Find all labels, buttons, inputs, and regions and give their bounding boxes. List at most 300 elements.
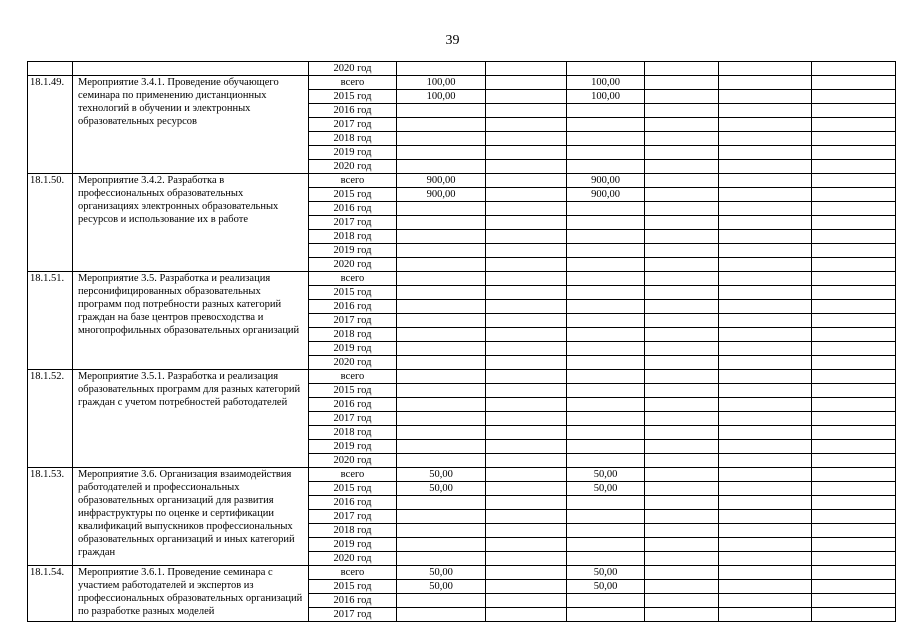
value-cell xyxy=(567,300,645,314)
value-cell: 900,00 xyxy=(567,188,645,202)
year-cell: 2017 год xyxy=(309,216,397,230)
value-cell xyxy=(719,594,812,608)
value-cell: 50,00 xyxy=(397,566,486,580)
year-cell: 2016 год xyxy=(309,104,397,118)
value-cell xyxy=(812,426,896,440)
value-cell xyxy=(812,286,896,300)
value-cell xyxy=(486,314,567,328)
year-cell: 2019 год xyxy=(309,244,397,258)
table-row xyxy=(28,468,896,482)
value-cell xyxy=(645,370,719,384)
value-cell xyxy=(719,146,812,160)
value-cell xyxy=(397,426,486,440)
value-cell xyxy=(719,62,812,76)
value-cell xyxy=(397,552,486,566)
value-cell xyxy=(567,370,645,384)
value-cell xyxy=(719,286,812,300)
year-cell: 2016 год xyxy=(309,398,397,412)
value-cell xyxy=(812,174,896,188)
value-cell xyxy=(719,104,812,118)
value-cell xyxy=(645,594,719,608)
value-cell xyxy=(397,286,486,300)
year-cell: 2016 год xyxy=(309,202,397,216)
value-cell xyxy=(397,314,486,328)
value-cell xyxy=(567,356,645,370)
value-cell xyxy=(567,328,645,342)
value-cell xyxy=(812,146,896,160)
year-cell: 2018 год xyxy=(309,230,397,244)
year-cell: 2015 год xyxy=(309,286,397,300)
value-cell xyxy=(812,496,896,510)
year-cell: 2019 год xyxy=(309,440,397,454)
year-cell: всего xyxy=(309,272,397,286)
value-cell xyxy=(719,328,812,342)
value-cell xyxy=(645,230,719,244)
value-cell xyxy=(812,510,896,524)
value-cell xyxy=(486,146,567,160)
value-cell xyxy=(812,314,896,328)
year-cell: 2019 год xyxy=(309,538,397,552)
year-cell: 2019 год xyxy=(309,146,397,160)
value-cell xyxy=(812,230,896,244)
table-row xyxy=(28,272,896,286)
value-cell xyxy=(719,524,812,538)
value-cell xyxy=(719,244,812,258)
value-cell xyxy=(397,132,486,146)
value-cell xyxy=(719,426,812,440)
value-cell xyxy=(719,552,812,566)
year-cell: 2017 год xyxy=(309,608,397,622)
value-cell xyxy=(397,608,486,622)
value-cell xyxy=(486,328,567,342)
value-cell xyxy=(486,580,567,594)
value-cell: 50,00 xyxy=(567,468,645,482)
value-cell xyxy=(397,524,486,538)
value-cell xyxy=(567,62,645,76)
value-cell xyxy=(645,314,719,328)
value-cell xyxy=(397,104,486,118)
value-cell xyxy=(719,174,812,188)
value-cell xyxy=(645,440,719,454)
value-cell xyxy=(719,272,812,286)
value-cell xyxy=(645,104,719,118)
value-cell xyxy=(719,468,812,482)
value-cell xyxy=(645,272,719,286)
value-cell: 900,00 xyxy=(567,174,645,188)
value-cell xyxy=(486,426,567,440)
value-cell xyxy=(397,342,486,356)
value-cell xyxy=(567,146,645,160)
page-number: 39 xyxy=(445,33,460,48)
year-cell: 2016 год xyxy=(309,496,397,510)
value-cell xyxy=(812,328,896,342)
value-cell xyxy=(812,272,896,286)
value-cell xyxy=(486,174,567,188)
value-cell xyxy=(812,342,896,356)
value-cell xyxy=(645,566,719,580)
value-cell xyxy=(397,146,486,160)
year-cell: всего xyxy=(309,76,397,90)
value-cell xyxy=(397,356,486,370)
value-cell xyxy=(812,412,896,426)
value-cell xyxy=(486,468,567,482)
value-cell xyxy=(486,118,567,132)
value-cell xyxy=(645,356,719,370)
year-cell: 2020 год xyxy=(309,356,397,370)
value-cell xyxy=(486,594,567,608)
value-cell xyxy=(719,482,812,496)
value-cell xyxy=(719,454,812,468)
value-cell xyxy=(812,258,896,272)
year-cell: 2015 год xyxy=(309,188,397,202)
value-cell xyxy=(812,594,896,608)
value-cell xyxy=(645,244,719,258)
value-cell xyxy=(567,258,645,272)
value-cell xyxy=(719,370,812,384)
table-row xyxy=(28,370,896,384)
value-cell xyxy=(397,496,486,510)
value-cell xyxy=(486,258,567,272)
value-cell xyxy=(486,398,567,412)
value-cell xyxy=(645,538,719,552)
value-cell xyxy=(645,258,719,272)
value-cell xyxy=(812,300,896,314)
value-cell xyxy=(645,454,719,468)
value-cell xyxy=(645,384,719,398)
value-cell xyxy=(397,202,486,216)
value-cell xyxy=(567,160,645,174)
value-cell xyxy=(567,454,645,468)
value-cell xyxy=(719,90,812,104)
value-cell xyxy=(397,244,486,258)
value-cell xyxy=(567,496,645,510)
value-cell: 50,00 xyxy=(567,566,645,580)
value-cell xyxy=(397,62,486,76)
value-cell xyxy=(397,412,486,426)
year-cell: 2015 год xyxy=(309,482,397,496)
value-cell xyxy=(486,286,567,300)
value-cell xyxy=(719,496,812,510)
value-cell xyxy=(397,300,486,314)
year-cell: 2015 год xyxy=(309,384,397,398)
table-row xyxy=(28,566,896,580)
value-cell xyxy=(486,440,567,454)
value-cell xyxy=(397,594,486,608)
value-cell xyxy=(567,384,645,398)
value-cell xyxy=(719,342,812,356)
value-cell xyxy=(397,230,486,244)
value-cell: 900,00 xyxy=(397,174,486,188)
value-cell xyxy=(567,314,645,328)
row-number-cell: 18.1.49. xyxy=(28,76,73,174)
value-cell xyxy=(645,90,719,104)
value-cell xyxy=(645,524,719,538)
value-cell xyxy=(719,216,812,230)
value-cell xyxy=(645,328,719,342)
value-cell xyxy=(567,426,645,440)
value-cell: 50,00 xyxy=(397,482,486,496)
year-cell: 2015 год xyxy=(309,90,397,104)
value-cell xyxy=(812,216,896,230)
value-cell xyxy=(719,258,812,272)
value-cell xyxy=(719,188,812,202)
measure-description-cell: Мероприятие 3.5.1. Разработка и реализация образовательных программ для разных категорий граждан с учетом потребностей работодателей xyxy=(73,370,309,468)
value-cell xyxy=(397,538,486,552)
value-cell xyxy=(719,118,812,132)
year-cell: всего xyxy=(309,174,397,188)
value-cell xyxy=(567,440,645,454)
value-cell xyxy=(397,258,486,272)
value-cell xyxy=(567,118,645,132)
year-cell: 2017 год xyxy=(309,314,397,328)
year-cell: 2017 год xyxy=(309,510,397,524)
year-cell: 2020 год xyxy=(309,62,397,76)
value-cell xyxy=(719,300,812,314)
measure-description-cell: Мероприятие 3.4.1. Проведение обучающего семинара по применению дистанционных технологий в обучении и электронных образовательных ресурсов xyxy=(73,76,309,174)
measure-description-cell: Мероприятие 3.6.1. Проведение семинара с участием работодателей и экспертов из профессиональных образовательных организаций по разработке разных моделей xyxy=(73,566,309,622)
value-cell xyxy=(719,398,812,412)
value-cell xyxy=(567,412,645,426)
value-cell xyxy=(486,510,567,524)
value-cell xyxy=(645,76,719,90)
value-cell xyxy=(645,118,719,132)
value-cell: 50,00 xyxy=(567,580,645,594)
value-cell xyxy=(645,496,719,510)
value-cell xyxy=(719,230,812,244)
value-cell xyxy=(812,538,896,552)
value-cell xyxy=(645,342,719,356)
value-cell xyxy=(486,272,567,286)
value-cell xyxy=(397,216,486,230)
year-cell: 2018 год xyxy=(309,328,397,342)
value-cell xyxy=(812,468,896,482)
value-cell xyxy=(645,216,719,230)
value-cell xyxy=(812,384,896,398)
value-cell xyxy=(486,412,567,426)
year-cell: 2018 год xyxy=(309,132,397,146)
value-cell xyxy=(486,552,567,566)
value-cell xyxy=(719,440,812,454)
measure-description-cell: Мероприятие 3.6. Организация взаимодействия работодателей и профессиональных образовательных организаций для развития инфраструктуры по оценке и сертификации квалификаций выпускников профессиональных образовательных организаций и иных категорий граждан xyxy=(73,468,309,566)
value-cell xyxy=(812,482,896,496)
value-cell xyxy=(567,132,645,146)
value-cell xyxy=(567,230,645,244)
value-cell xyxy=(812,76,896,90)
value-cell xyxy=(645,62,719,76)
measure-description-cell: Мероприятие 3.5. Разработка и реализация персонифицированных образовательных программ под потребности разных категорий граждан на базе центров превосходства и многопрофильных образовательных организаций xyxy=(73,272,309,370)
year-cell: 2016 год xyxy=(309,594,397,608)
value-cell: 100,00 xyxy=(397,76,486,90)
value-cell xyxy=(812,188,896,202)
value-cell xyxy=(719,580,812,594)
value-cell xyxy=(486,356,567,370)
value-cell xyxy=(812,454,896,468)
value-cell xyxy=(486,104,567,118)
value-cell xyxy=(812,580,896,594)
value-cell xyxy=(486,454,567,468)
value-cell xyxy=(486,62,567,76)
year-cell: 2016 год xyxy=(309,300,397,314)
year-cell: 2015 год xyxy=(309,580,397,594)
value-cell xyxy=(812,370,896,384)
value-cell xyxy=(486,482,567,496)
value-cell xyxy=(812,118,896,132)
year-cell: 2018 год xyxy=(309,524,397,538)
row-number-cell: 18.1.52. xyxy=(28,370,73,468)
value-cell xyxy=(567,342,645,356)
value-cell xyxy=(567,272,645,286)
value-cell xyxy=(719,412,812,426)
value-cell xyxy=(567,244,645,258)
value-cell xyxy=(567,202,645,216)
value-cell xyxy=(486,216,567,230)
value-cell: 50,00 xyxy=(567,482,645,496)
value-cell xyxy=(719,314,812,328)
value-cell xyxy=(486,538,567,552)
value-cell xyxy=(397,118,486,132)
value-cell xyxy=(486,566,567,580)
value-cell xyxy=(812,62,896,76)
value-cell xyxy=(645,552,719,566)
value-cell xyxy=(486,300,567,314)
value-cell xyxy=(397,440,486,454)
year-cell: 2018 год xyxy=(309,426,397,440)
value-cell xyxy=(719,608,812,622)
value-cell xyxy=(645,188,719,202)
value-cell xyxy=(645,300,719,314)
value-cell xyxy=(719,202,812,216)
value-cell xyxy=(486,370,567,384)
value-cell xyxy=(486,342,567,356)
value-cell xyxy=(645,510,719,524)
value-cell xyxy=(645,160,719,174)
value-cell xyxy=(486,496,567,510)
value-cell xyxy=(645,202,719,216)
row-number-cell: 18.1.53. xyxy=(28,468,73,566)
value-cell xyxy=(645,482,719,496)
value-cell xyxy=(567,216,645,230)
value-cell xyxy=(812,356,896,370)
value-cell xyxy=(486,132,567,146)
value-cell: 100,00 xyxy=(567,90,645,104)
year-cell: 2020 год xyxy=(309,552,397,566)
value-cell xyxy=(719,384,812,398)
value-cell xyxy=(567,104,645,118)
value-cell xyxy=(645,132,719,146)
value-cell xyxy=(645,286,719,300)
value-cell xyxy=(486,202,567,216)
year-cell: 2017 год xyxy=(309,118,397,132)
value-cell xyxy=(486,90,567,104)
value-cell: 100,00 xyxy=(397,90,486,104)
value-cell xyxy=(645,426,719,440)
value-cell: 50,00 xyxy=(397,468,486,482)
value-cell xyxy=(812,566,896,580)
measure-description-cell: Мероприятие 3.4.2. Разработка в профессиональных образовательных организациях электронных образовательных ресурсов и использование их в работе xyxy=(73,174,309,272)
value-cell xyxy=(486,76,567,90)
value-cell xyxy=(486,230,567,244)
value-cell xyxy=(645,608,719,622)
value-cell xyxy=(486,244,567,258)
value-cell xyxy=(486,384,567,398)
year-cell: 2017 год xyxy=(309,412,397,426)
number-cell xyxy=(28,62,73,76)
value-cell xyxy=(719,566,812,580)
value-cell xyxy=(567,552,645,566)
value-cell xyxy=(812,160,896,174)
value-cell xyxy=(567,398,645,412)
value-cell xyxy=(812,552,896,566)
value-cell xyxy=(567,594,645,608)
value-cell xyxy=(397,370,486,384)
value-cell xyxy=(567,608,645,622)
row-number-cell: 18.1.51. xyxy=(28,272,73,370)
value-cell: 50,00 xyxy=(397,580,486,594)
value-cell xyxy=(812,202,896,216)
value-cell xyxy=(397,160,486,174)
description-cell xyxy=(73,62,309,76)
value-cell xyxy=(645,146,719,160)
value-cell: 100,00 xyxy=(567,76,645,90)
value-cell xyxy=(397,454,486,468)
value-cell xyxy=(567,538,645,552)
value-cell xyxy=(719,356,812,370)
year-cell: 2020 год xyxy=(309,454,397,468)
value-cell xyxy=(812,132,896,146)
value-cell xyxy=(645,398,719,412)
year-cell: всего xyxy=(309,468,397,482)
value-cell xyxy=(812,104,896,118)
value-cell xyxy=(567,524,645,538)
budget-table xyxy=(27,61,896,622)
value-cell xyxy=(812,440,896,454)
table-row xyxy=(28,62,896,76)
table-row xyxy=(28,76,896,90)
value-cell xyxy=(397,328,486,342)
value-cell xyxy=(719,160,812,174)
value-cell xyxy=(812,608,896,622)
value-cell xyxy=(486,524,567,538)
value-cell xyxy=(812,524,896,538)
value-cell xyxy=(397,398,486,412)
value-cell xyxy=(645,580,719,594)
year-cell: всего xyxy=(309,566,397,580)
value-cell xyxy=(397,384,486,398)
value-cell xyxy=(719,510,812,524)
row-number-cell: 18.1.54. xyxy=(28,566,73,622)
value-cell xyxy=(397,510,486,524)
value-cell xyxy=(719,538,812,552)
value-cell xyxy=(645,412,719,426)
table-row xyxy=(28,174,896,188)
year-cell: всего xyxy=(309,370,397,384)
year-cell: 2020 год xyxy=(309,160,397,174)
value-cell xyxy=(567,286,645,300)
value-cell xyxy=(812,398,896,412)
value-cell xyxy=(812,90,896,104)
value-cell xyxy=(645,174,719,188)
value-cell xyxy=(812,244,896,258)
value-cell xyxy=(719,132,812,146)
value-cell xyxy=(486,160,567,174)
value-cell xyxy=(486,608,567,622)
value-cell xyxy=(397,272,486,286)
year-cell: 2019 год xyxy=(309,342,397,356)
value-cell xyxy=(567,510,645,524)
value-cell xyxy=(719,76,812,90)
value-cell xyxy=(486,188,567,202)
value-cell xyxy=(645,468,719,482)
